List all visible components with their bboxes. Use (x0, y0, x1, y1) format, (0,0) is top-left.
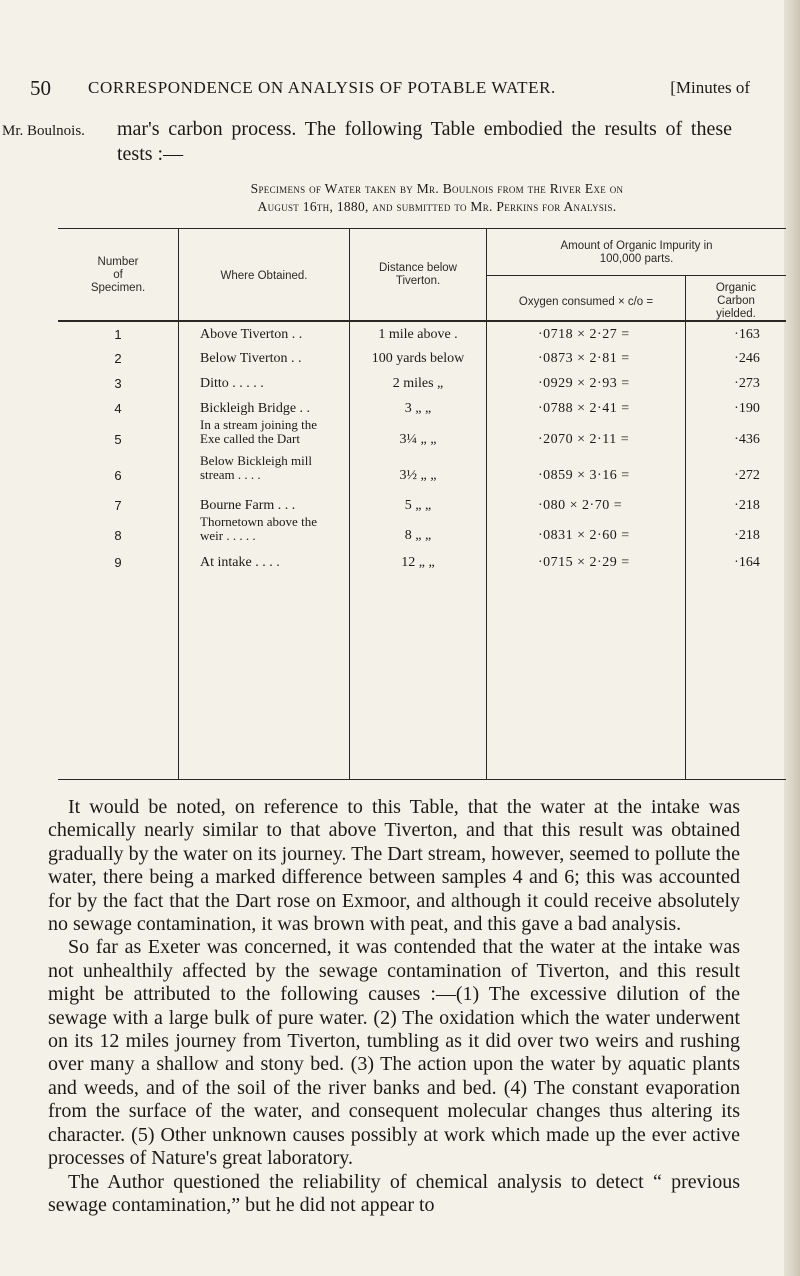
col-rule-1 (178, 228, 179, 780)
where-two-line: Thornetown above the weir . . . . . (200, 514, 317, 543)
header-number: Number of Specimen. (90, 256, 146, 294)
body-text (48, 796, 740, 1217)
margin-note: Mr. Boulnois. (2, 123, 85, 139)
paragraph-2: So far as Exeter was concerned, it was contended that the water at the intake was not unhealthily affected by the sewage contamination of Tiverton, and this result might be attributed to the following causes :—(1) The excessive dilution of the sewage with a large bulk of pure water. (2) The oxidation which the water underwent on its 12 miles journey from Tiverton, tumbling as it did over two weirs and rushing over many a shallow and stony bed. (3) The action upon the water by aquatic plants and weeds, and of the soil of the river banks and bed. (4) The constant evaporation from the surface of the water, and consequent molecular changes thus altering its character. (5) Other unknown causes possibly at work which made up the ever active processes of Nature's great laboratory. (48, 936, 740, 1170)
amount-subheader-rule (486, 275, 786, 276)
book-spine-edge (784, 0, 800, 1276)
header-carbon: Organic Carbon yielded. (715, 282, 757, 320)
page-number: 50 (30, 76, 51, 100)
table-top-rule (58, 228, 786, 229)
header-where: Where Obtained. (220, 270, 308, 282)
caption-line-2: August 16th, 1880, and submitted to Mr. Perkins for Analysis. (257, 199, 617, 214)
running-header (30, 76, 750, 100)
caption-line-1: Specimens of Water taken by Mr. Boulnois from the River Exe on (250, 181, 624, 196)
header-oxygen: Oxygen consumed × c/o = (518, 296, 654, 308)
table-header-rule-2 (58, 321, 786, 322)
header-amount: Amount of Organic Impurity in 100,000 parts. (560, 240, 713, 265)
table-bottom-rule (58, 779, 786, 780)
paragraph-1: It would be noted, on reference to this Table, that the water at the intake was chemically nearly similar to that above Tiverton, and that this result was obtained gradually by the water on its journey. The Dart stream, however, seemed to pollute the water, there being a marked difference between samples 4 and 6; this was accounted for by the fact that the Dart rose on Exmoor, and although it could receive absolutely no sewage contamination, it was brown with peat, and this gave a bad analysis. (48, 796, 740, 936)
intro-paragraph: mar's carbon process. The following Table embodied the results of these tests :— (117, 118, 732, 165)
header-distance: Distance below Tiverton. (379, 262, 457, 287)
table-caption (117, 180, 757, 216)
running-title: CORRESPONDENCE ON ANALYSIS OF POTABLE WATER. (88, 78, 556, 97)
running-title-right: [Minutes of (670, 78, 750, 97)
where-two-line: In a stream joining the Exe called the Dart (200, 417, 317, 446)
where-two-line: Below Bickleigh mill stream . . . . (200, 453, 312, 482)
results-table: Number of Specimen. Where Obtained. Distance below Tiverton. Amount of Organic Impurity in 100,000 parts. Oxygen consumed × c/o = Organic Carbon yielded. 1 Above Tiverton . . 1 mile above . ·0718 × 2·27 = ·163 2 Below Tiverton . . 100 yards below ·0873 × 2·81 = ·246 3 Ditto . . . . . 2 miles „ ·0929 × 2·93 = ·273 4 Bickleigh Bridge . . 3 „ „ ·0788 × 2·41 = ·190 5 In a stream joining the Exe called the Dart 3¼ „ „ ·2070 × 2·11 = ·436 6 Below Bickleigh mill stream . . . . 3½ „ „ ·0859 × 3·16 = ·272 7 Bourne Farm . . . 5 „ „ ·080 × 2·70 = ·218 8 Thornetown above the weir . . . . . 8 „ „ ·0831 × 2·60 = ·218 9 At intake . . . . 12 „ „ ·0715 × 2·29 = ·164 (58, 228, 786, 780)
paragraph-3: The Author questioned the reliability of chemical analysis to detect “ previous sewage contamination,” but he did not appear to (48, 1170, 740, 1216)
col-rule-4 (685, 276, 686, 780)
